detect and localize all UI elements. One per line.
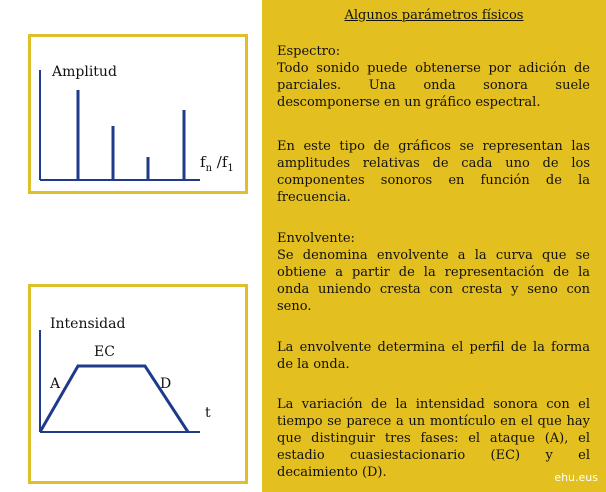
envelope-paragraph [277, 230, 590, 315]
envelope-heading: Envolvente: [277, 231, 355, 246]
spectrum-x-label: $f_n$ $/f_1$ [200, 153, 234, 174]
spectrum-heading: Espectro: [277, 44, 341, 59]
envelope-paragraph-2: La envolvente determina el perfil de la forma de la onda. [277, 340, 590, 372]
envelope-paragraph-3: La variación de la intensidad sonora con el tiempo se parece a un montículo en el que hay que distinguir tres fases: el ataque (A), el estadio cuasiestacionario (EC) y el decaimiento (D). [277, 397, 590, 480]
envelope-body: Se denomina envolvente a la curva que se obtiene a partir de la representación de la onda uniendo cresta con cresta y seno con seno. [277, 248, 590, 314]
envelope-label-ec: EC [94, 344, 115, 360]
spectrum-y-label: Amplitud [52, 64, 117, 80]
watermark: ehu.eus [554, 471, 598, 484]
envelope-x-label: t [205, 405, 211, 421]
page-title: Algunos parámetros físicos [344, 8, 524, 23]
envelope-graph [0, 0, 262, 492]
spectrum-body: Todo sonido puede obtenerse por adición de parciales. Una onda sonora suele descomponerse en un gráfico espectral. [277, 61, 590, 110]
envelope-y-label: Intensidad [50, 316, 126, 332]
envelope-curve [40, 366, 188, 432]
envelope-label-a: A [50, 376, 61, 392]
spectrum-paragraph-2: En este tipo de gráficos se representan las amplitudes relativas de cada uno de los componentes sonoros en función de la frecuencia. [277, 139, 590, 205]
envelope-label-d: D [160, 376, 172, 392]
spectrum-paragraph [277, 43, 590, 111]
